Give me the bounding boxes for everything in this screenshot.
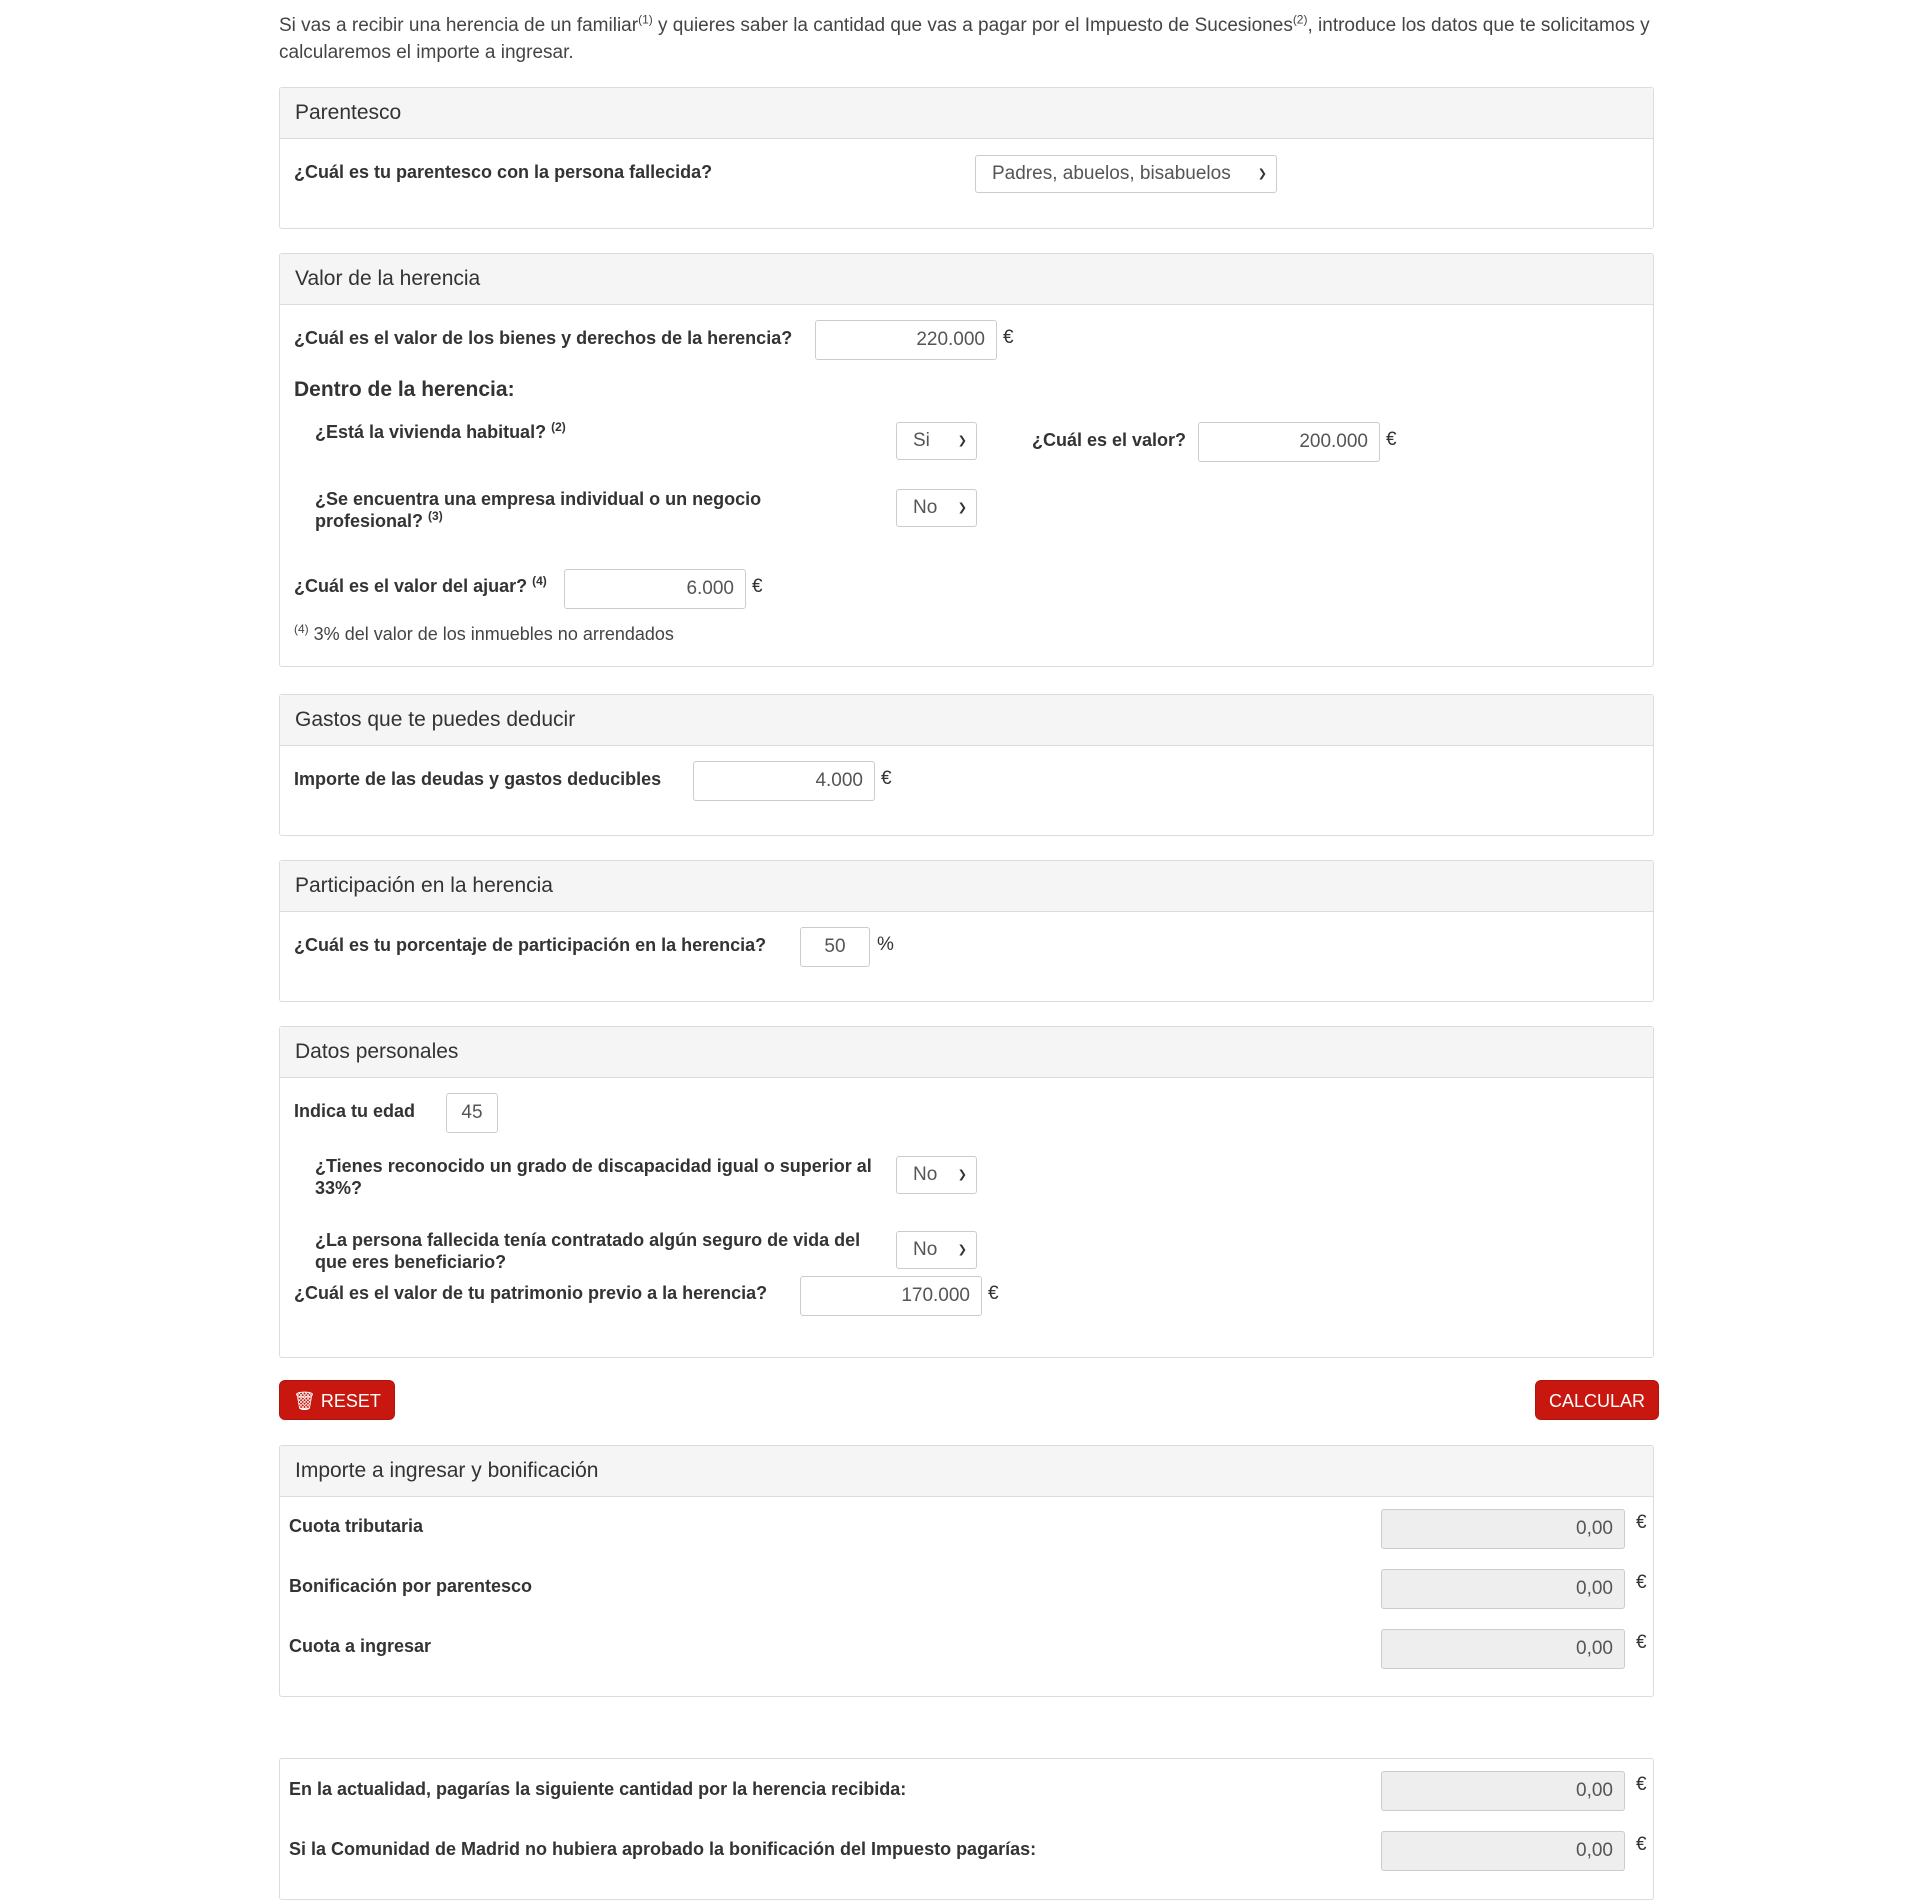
panel-valor-herencia (279, 253, 1654, 667)
cuota-ingresar-value: 0,00 (1381, 1629, 1625, 1669)
sin-bonificacion-currency: € (1636, 1834, 1647, 1855)
intro-text (279, 12, 1659, 66)
seguro-selected: No (913, 1239, 938, 1260)
chevron-down-icon: ❯ (957, 502, 967, 514)
cuota-tributaria-label: Cuota tributaria (289, 1516, 424, 1536)
vivienda-valor-currency: € (1386, 429, 1397, 450)
edad-label: Indica tu edad (294, 1101, 416, 1121)
cuota-ingresar-label: Cuota a ingresar (289, 1636, 432, 1656)
parentesco-selected: Padres, abuelos, bisabuelos (992, 163, 1231, 184)
ajuar-label-text: ¿Cuál es el valor del ajuar? (294, 576, 528, 596)
vivienda-label-text: ¿Está la vivienda habitual? (315, 422, 547, 442)
participacion-unit: % (877, 934, 894, 955)
discapacidad-label: ¿Tienes reconocido un grado de discapacidad igual o superior al 33%? (315, 1156, 872, 1198)
gastos-input[interactable]: 4.000 (693, 761, 875, 801)
empresa-select[interactable] (896, 489, 977, 527)
patrimonio-currency: € (988, 1283, 999, 1304)
bonificacion-currency: € (1636, 1572, 1647, 1593)
gastos-label: Importe de las deudas y gastos deducibles (294, 769, 662, 789)
panel-parentesco (279, 87, 1654, 229)
calcular-button[interactable] (1535, 1380, 1659, 1420)
vivienda-selected: Si (913, 430, 930, 451)
vivienda-footnote: (2) (551, 420, 566, 434)
empresa-selected: No (913, 497, 938, 518)
panel-gastos (279, 694, 1654, 836)
vivienda-select[interactable] (896, 422, 977, 460)
chevron-down-icon: ❯ (957, 435, 967, 447)
panel-datos-personales (279, 1026, 1654, 1358)
vivienda-label (315, 421, 566, 443)
discapacidad-selected: No (913, 1164, 938, 1185)
discapacidad-select[interactable] (896, 1156, 977, 1194)
chevron-down-icon: ❯ (1257, 168, 1267, 180)
gastos-currency: € (881, 768, 892, 789)
cuota-tributaria-currency: € (1636, 1512, 1647, 1533)
ajuar-currency: € (752, 576, 763, 597)
bonificacion-label: Bonificación por parentesco (289, 1576, 533, 1596)
sin-bonificacion-value: 0,00 (1381, 1831, 1625, 1871)
bienes-currency: € (1003, 327, 1014, 348)
empresa-label-text: ¿Se encuentra una empresa individual o un negocio profesional? (315, 489, 762, 531)
panel-valor-title: Valor de la herencia (280, 254, 1653, 305)
panel-participacion-title: Participación en la herencia (280, 861, 1653, 912)
reset-button[interactable] (279, 1380, 395, 1420)
vivienda-valor-input[interactable]: 200.000 (1198, 422, 1380, 462)
actualidad-currency: € (1636, 1774, 1647, 1795)
panel-gastos-title: Gastos que te puedes deducir (280, 695, 1653, 746)
participacion-label: ¿Cuál es tu porcentaje de participación en la herencia? (294, 935, 767, 955)
vivienda-valor-label: ¿Cuál es el valor? (1032, 430, 1187, 450)
actualidad-label: En la actualidad, pagarías la siguiente cantidad por la herencia recibida: (289, 1779, 907, 1799)
empresa-label (315, 488, 835, 532)
seguro-select[interactable] (896, 1231, 977, 1269)
patrimonio-label: ¿Cuál es el valor de tu patrimonio previo a la herencia? (294, 1283, 768, 1303)
ajuar-note-text: 3% del valor de los inmuebles no arrendados (308, 624, 674, 644)
patrimonio-input[interactable]: 170.000 (800, 1276, 982, 1316)
panel-parentesco-title: Parentesco (280, 88, 1653, 139)
cuota-ingresar-currency: € (1636, 1632, 1647, 1653)
ajuar-input[interactable]: 6.000 (564, 569, 746, 609)
ajuar-note-footnote: (4) (294, 622, 309, 636)
intro-part3: , introduce los datos que te solicitamos y calcularemos el importe a ingresar. (279, 15, 1650, 63)
empresa-footnote: (3) (428, 509, 443, 523)
ajuar-note (294, 624, 674, 645)
participacion-input[interactable]: 50 (800, 927, 870, 967)
panel-resultado (279, 1445, 1654, 1697)
ajuar-footnote: (4) (532, 574, 547, 588)
intro-part2: y quieres saber la cantidad que vas a pagar por el Impuesto de Sucesiones (652, 15, 1293, 36)
seguro-label: ¿La persona fallecida tenía contratado algún seguro de vida del que eres beneficiario? (315, 1230, 861, 1272)
edad-input[interactable]: 45 (446, 1093, 498, 1133)
panel-comparacion (279, 1758, 1654, 1900)
bienes-label: ¿Cuál es el valor de los bienes y derechos de la herencia? (294, 328, 793, 348)
bonificacion-value: 0,00 (1381, 1569, 1625, 1609)
panel-resultado-title: Importe a ingresar y bonificación (280, 1446, 1653, 1497)
trash-icon: 🗑 (293, 1391, 316, 1411)
sin-bonificacion-label: Si la Comunidad de Madrid no hubiera aprobado la bonificación del Impuesto pagarías: (289, 1839, 1037, 1859)
intro-part1: Si vas a recibir una herencia de un familiar (279, 15, 639, 36)
calcular-label: CALCULAR (1549, 1391, 1646, 1411)
panel-participacion (279, 860, 1654, 1002)
intro-footnote-1: (1) (638, 12, 653, 27)
chevron-down-icon: ❯ (957, 1244, 967, 1256)
reset-label: RESET (320, 1391, 381, 1411)
ajuar-label (294, 575, 547, 597)
panel-personales-title: Datos personales (280, 1027, 1653, 1078)
cuota-tributaria-value: 0,00 (1381, 1509, 1625, 1549)
bienes-input[interactable]: 220.000 (815, 320, 997, 360)
actualidad-value: 0,00 (1381, 1771, 1625, 1811)
patrimonio-row-clip (280, 1283, 1480, 1318)
dentro-heading: Dentro de la herencia: (294, 378, 515, 401)
chevron-down-icon: ❯ (957, 1169, 967, 1181)
parentesco-question: ¿Cuál es tu parentesco con la persona fallecida? (294, 162, 713, 182)
intro-footnote-2: (2) (1292, 12, 1308, 27)
parentesco-select[interactable] (975, 155, 1277, 193)
